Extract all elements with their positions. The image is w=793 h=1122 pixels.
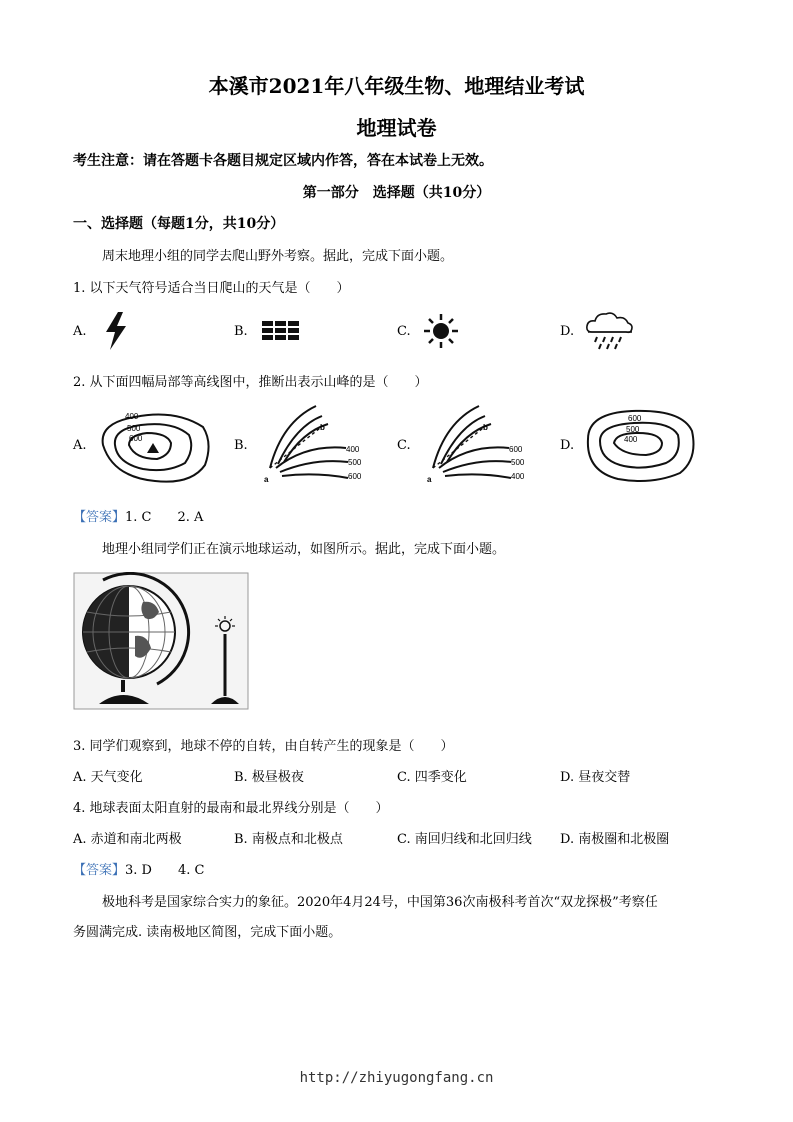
map-b-label-500: 500 [348, 458, 362, 467]
q2-option-c: C. [397, 438, 411, 453]
q1-option-b: B. [234, 324, 248, 339]
q1-option-d: D. [560, 324, 575, 339]
contour-map-a [95, 405, 215, 487]
lightning-icon [102, 310, 128, 352]
contour-map-d [582, 403, 700, 487]
map-c-label-b: b [483, 423, 488, 432]
q3-option-c: C. 四季变化 [397, 770, 467, 785]
group2-intro: 地理小组同学们正在演示地球运动，如图所示。据此，完成下面小题。 [102, 542, 506, 557]
map-a-label-600: 600 [129, 434, 143, 443]
q1-option-c: C. [397, 324, 411, 339]
map-b-label-600: 600 [348, 472, 362, 481]
map-c-label-500: 500 [511, 458, 525, 467]
q4-option-c: C. 南回归线和北回归线 [397, 832, 532, 847]
q4-option-b: B. 南极点和北极点 [234, 832, 343, 847]
exam-title: 本溪市2021年八年级生物、地理结业考试 [208, 74, 585, 98]
section-title: 一、选择题（每题1分，共10分） [73, 216, 285, 232]
answer-label: 【答案】 [73, 863, 126, 878]
q2-option-d: D. [560, 438, 575, 453]
q3-option-b: B. 极昼极夜 [234, 770, 304, 785]
part-title: 第一部分 选择题（共10分） [302, 185, 491, 201]
contour-map-c [419, 402, 539, 488]
q2-option-a: A. [73, 438, 87, 453]
q4-option-a: A. 赤道和南北两极 [73, 832, 182, 847]
group3-intro-line2: 务圆满完成. 读南极地区简图，完成下面小题。 [73, 925, 342, 940]
footer-url[interactable]: http://zhiyugongfang.cn [299, 1070, 494, 1086]
answer-1-2 [73, 506, 203, 525]
contour-map-b [256, 402, 376, 488]
group1-intro: 周末地理小组的同学去爬山野外考察。据此，完成下面小题。 [102, 249, 454, 264]
map-d-label-500: 500 [626, 425, 640, 434]
q3-option-a: A. 天气变化 [73, 770, 143, 785]
globe-demo-figure [73, 572, 249, 710]
q1-option-a: A. [73, 324, 87, 339]
answer-text: 3. D 4. C [125, 863, 205, 878]
map-d-label-400: 400 [624, 435, 638, 444]
answer-3-4 [73, 859, 204, 878]
map-b-label-400: 400 [346, 445, 360, 454]
map-d-label-600: 600 [628, 414, 642, 423]
q2-option-b: B. [234, 438, 248, 453]
question-2-stem: 2. 从下面四幅局部等高线图中，推断出表示山峰的是（ ） [73, 375, 428, 390]
map-a-label-500: 500 [127, 424, 141, 433]
map-c-label-600: 600 [509, 445, 523, 454]
question-4-stem: 4. 地球表面太阳直射的最南和最北界线分别是（ ） [73, 801, 389, 816]
question-3-stem: 3. 同学们观察到，地球不停的自转，由自转产生的现象是（ ） [73, 739, 454, 754]
group3-intro-line1: 极地科考是国家综合实力的象征。2020年4月24号，中国第36次南极科考首次“双龙探极”考察任 [102, 895, 658, 910]
exam-subtitle: 地理试卷 [356, 116, 437, 140]
map-c-label-400: 400 [511, 472, 525, 481]
q4-option-d: D. 南极圈和北极圈 [560, 832, 670, 847]
sun-icon [421, 312, 461, 350]
fog-icon [260, 319, 302, 343]
map-c-label-a: a [427, 475, 432, 484]
candidate-notice: 考生注意：请在答题卡各题目规定区域内作答，答在本试卷上无效。 [73, 153, 493, 169]
map-b-label-b: b [320, 423, 325, 432]
q3-option-d: D. 昼夜交替 [560, 770, 631, 785]
question-1-stem: 1. 以下天气符号适合当日爬山的天气是（ ） [73, 281, 350, 296]
map-a-label-400: 400 [125, 412, 139, 421]
answer-label: 【答案】 [73, 510, 126, 525]
answer-text: 1. C 2. A [125, 510, 204, 525]
rain-cloud-icon [584, 310, 636, 352]
map-b-label-a: a [264, 475, 269, 484]
